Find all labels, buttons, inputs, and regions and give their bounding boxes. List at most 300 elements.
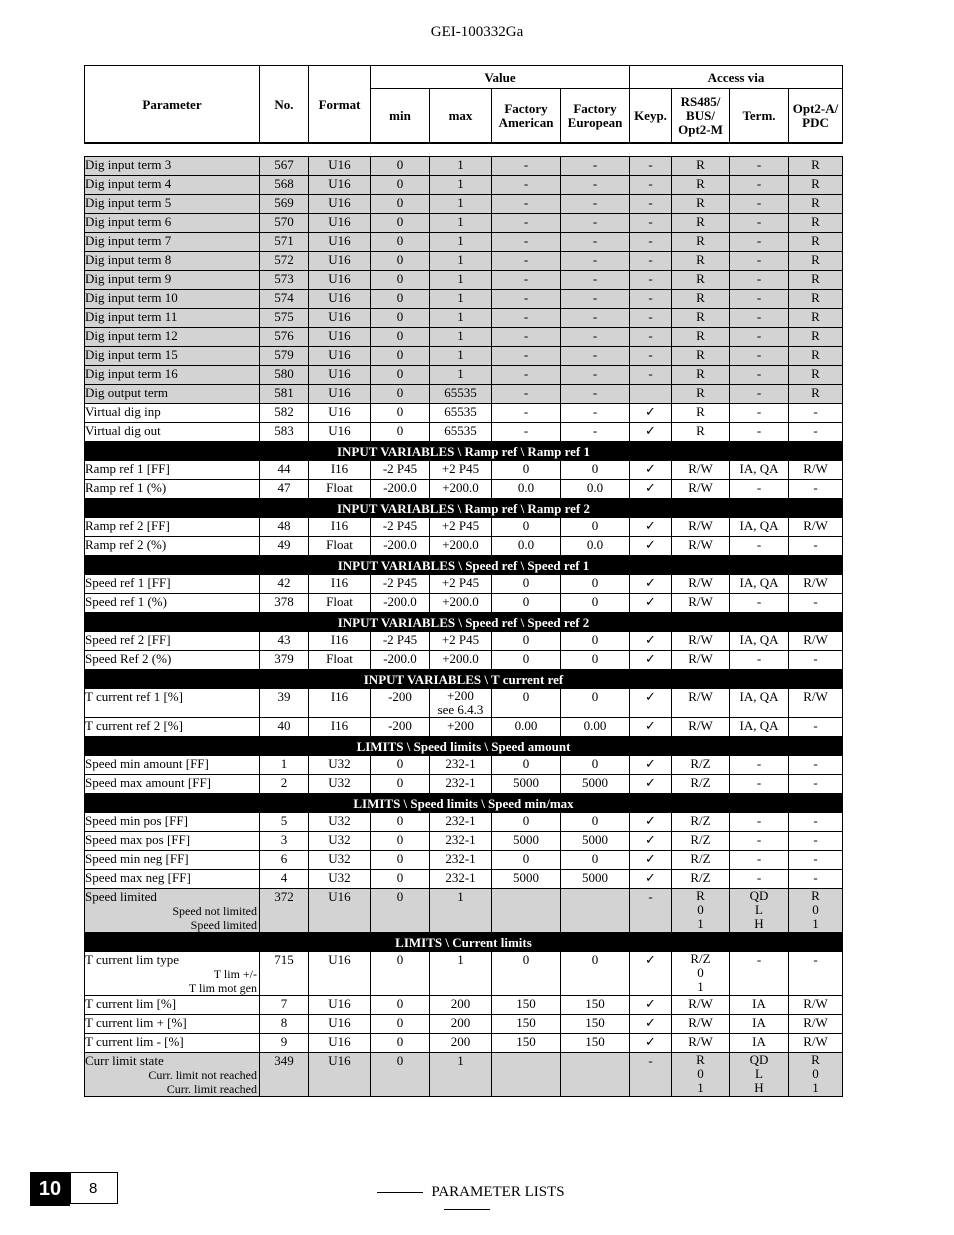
- param-no: 4: [260, 870, 309, 889]
- table-row: [85, 214, 843, 233]
- param-name: [85, 176, 260, 195]
- min: -200.0: [371, 537, 430, 556]
- max: 232-1: [430, 813, 492, 832]
- table-row: [85, 328, 843, 347]
- param-name-text: Ramp ref 1 [FF]: [85, 461, 170, 476]
- param-name: [85, 1015, 260, 1034]
- header-access-via: Access via: [630, 66, 843, 89]
- format: U16: [309, 1053, 371, 1097]
- opt2a-access: R: [789, 195, 843, 214]
- param-name-text: Curr limit state: [85, 1053, 164, 1068]
- param-value-label: T lim +/-: [213, 967, 257, 981]
- factory-american: -: [492, 290, 561, 309]
- param-name: [85, 851, 260, 870]
- rs485-access-line: R: [696, 888, 705, 903]
- opt2a-access: -: [789, 851, 843, 870]
- format: I16: [309, 575, 371, 594]
- factory-european: -: [561, 157, 630, 176]
- factory-american: -: [492, 366, 561, 385]
- max: +200: [430, 718, 492, 737]
- factory-american: -: [492, 385, 561, 404]
- opt2a-access: -: [789, 594, 843, 613]
- max: +200.0: [430, 537, 492, 556]
- table-row: [85, 461, 843, 480]
- format: U16: [309, 952, 371, 996]
- opt2a-access: R: [789, 214, 843, 233]
- param-name-text: Dig input term 12: [85, 328, 178, 343]
- rs485-access: R: [672, 366, 730, 385]
- terminal-access: -: [730, 594, 789, 613]
- param-no: 1: [260, 756, 309, 775]
- section-header: [85, 794, 843, 813]
- keypad-access: ✓: [630, 952, 672, 996]
- opt2a-access: R/W: [789, 996, 843, 1015]
- param-name-text: Speed limited: [85, 889, 157, 904]
- factory-american: 0: [492, 575, 561, 594]
- section-header: [85, 556, 843, 575]
- rs485-access: R/W: [672, 537, 730, 556]
- param-no: 42: [260, 575, 309, 594]
- param-no: 568: [260, 176, 309, 195]
- factory-european: 0.00: [561, 718, 630, 737]
- max: +200.0: [430, 594, 492, 613]
- header-rs485: RS485/ BUS/ Opt2-M: [672, 89, 730, 144]
- param-no: 349: [260, 1053, 309, 1097]
- param-name: [85, 518, 260, 537]
- param-name: [85, 328, 260, 347]
- section-header: [85, 737, 843, 756]
- rs485-access: R: [672, 233, 730, 252]
- opt2a-access: R: [789, 328, 843, 347]
- param-value-label: Curr. limit not reached: [148, 1068, 257, 1082]
- param-name-text: Dig input term 4: [85, 176, 172, 191]
- page-number: 8: [70, 1172, 118, 1204]
- max: 200: [430, 1034, 492, 1053]
- section-title: INPUT VARIABLES \ T current ref: [85, 670, 843, 689]
- param-no: 580: [260, 366, 309, 385]
- factory-european: 150: [561, 1015, 630, 1034]
- header-value: Value: [371, 66, 630, 89]
- param-no: 379: [260, 651, 309, 670]
- terminal-access: [730, 889, 789, 933]
- param-no: 567: [260, 157, 309, 176]
- param-name: [85, 870, 260, 889]
- param-no: 575: [260, 309, 309, 328]
- max: +2 P45: [430, 632, 492, 651]
- keypad-access: ✓: [630, 423, 672, 442]
- section-title: INPUT VARIABLES \ Speed ref \ Speed ref 2: [85, 613, 843, 632]
- rs485-access-line: 0: [697, 1066, 704, 1081]
- factory-european: -: [561, 423, 630, 442]
- keypad-access: ✓: [630, 996, 672, 1015]
- param-name: [85, 775, 260, 794]
- opt2a-access: -: [789, 404, 843, 423]
- factory-european: [561, 889, 630, 933]
- max: 1: [430, 195, 492, 214]
- rs485-access: R: [672, 271, 730, 290]
- keypad-access: ✓: [630, 651, 672, 670]
- table-row: [85, 537, 843, 556]
- keypad-access: ✓: [630, 632, 672, 651]
- factory-european: -: [561, 195, 630, 214]
- min: 0: [371, 252, 430, 271]
- factory-european: 0: [561, 632, 630, 651]
- opt2a-access: R/W: [789, 632, 843, 651]
- param-name: [85, 480, 260, 499]
- factory-american: 0: [492, 689, 561, 718]
- header-max: max: [430, 89, 492, 144]
- param-value-label: T lim mot gen: [188, 981, 257, 995]
- format: U16: [309, 328, 371, 347]
- opt2a-access: R: [789, 366, 843, 385]
- keypad-access: -: [630, 889, 672, 933]
- chapter-number: 10: [30, 1172, 70, 1206]
- param-name: [85, 575, 260, 594]
- opt2a-access: -: [789, 775, 843, 794]
- param-name-text: T current ref 1 [%]: [85, 689, 183, 704]
- param-no: 49: [260, 537, 309, 556]
- format: U32: [309, 832, 371, 851]
- format: Float: [309, 537, 371, 556]
- param-name: [85, 385, 260, 404]
- section-title: LIMITS \ Speed limits \ Speed min/max: [85, 794, 843, 813]
- param-no: 573: [260, 271, 309, 290]
- opt2a-access-line: 0: [812, 902, 819, 917]
- param-name: [85, 537, 260, 556]
- param-name: [85, 290, 260, 309]
- format: U32: [309, 775, 371, 794]
- factory-american: 0.0: [492, 480, 561, 499]
- terminal-access-line: H: [754, 1080, 764, 1095]
- section-title: LIMITS \ Current limits: [85, 933, 843, 952]
- param-name-text: T current lim - [%]: [85, 1034, 184, 1049]
- param-name: [85, 996, 260, 1015]
- rs485-access: [672, 1053, 730, 1097]
- max: 1: [430, 952, 492, 996]
- max: [430, 689, 492, 718]
- format: U16: [309, 385, 371, 404]
- format: I16: [309, 718, 371, 737]
- rs485-access: R/W: [672, 689, 730, 718]
- param-no: 571: [260, 233, 309, 252]
- param-name: [85, 347, 260, 366]
- terminal-access: -: [730, 195, 789, 214]
- table-row: [85, 480, 843, 499]
- factory-american: [492, 1053, 561, 1097]
- factory-american: 0: [492, 651, 561, 670]
- keypad-access: ✓: [630, 1015, 672, 1034]
- param-name-text: Speed min neg [FF]: [85, 851, 189, 866]
- max: +2 P45: [430, 518, 492, 537]
- factory-american: -: [492, 252, 561, 271]
- rs485-access: R/Z: [672, 832, 730, 851]
- rs485-access: R/W: [672, 575, 730, 594]
- factory-american: 150: [492, 996, 561, 1015]
- max: +200.0: [430, 480, 492, 499]
- terminal-access-line: QD: [749, 888, 769, 903]
- max: 200: [430, 1015, 492, 1034]
- max: +2 P45: [430, 575, 492, 594]
- param-no: 6: [260, 851, 309, 870]
- opt2a-access: -: [789, 756, 843, 775]
- min: 0: [371, 271, 430, 290]
- param-no: 47: [260, 480, 309, 499]
- param-name: [85, 832, 260, 851]
- rs485-access: R: [672, 157, 730, 176]
- min: 0: [371, 233, 430, 252]
- format: U16: [309, 1015, 371, 1034]
- param-name: [85, 404, 260, 423]
- factory-european: -: [561, 290, 630, 309]
- factory-american: 0: [492, 594, 561, 613]
- opt2a-access: R: [789, 252, 843, 271]
- factory-european: -: [561, 385, 630, 404]
- factory-european: 150: [561, 996, 630, 1015]
- format: Float: [309, 594, 371, 613]
- min: -200: [371, 689, 430, 718]
- section-title: INPUT VARIABLES \ Ramp ref \ Ramp ref 1: [85, 442, 843, 461]
- param-name: [85, 889, 260, 933]
- factory-american: 0: [492, 518, 561, 537]
- format: I16: [309, 518, 371, 537]
- format: U16: [309, 233, 371, 252]
- format: U32: [309, 851, 371, 870]
- param-name: [85, 594, 260, 613]
- param-name: [85, 423, 260, 442]
- keypad-access: ✓: [630, 575, 672, 594]
- opt2a-access: -: [789, 537, 843, 556]
- terminal-access: IA, QA: [730, 518, 789, 537]
- table-row: [85, 813, 843, 832]
- section-header: [85, 442, 843, 461]
- keypad-access: -: [630, 157, 672, 176]
- min: -2 P45: [371, 461, 430, 480]
- terminal-access: -: [730, 480, 789, 499]
- param-name: [85, 952, 260, 996]
- table-row: [85, 347, 843, 366]
- terminal-access: -: [730, 952, 789, 996]
- factory-american: 0: [492, 632, 561, 651]
- header-factory-american: Factory American: [492, 89, 561, 144]
- format: U16: [309, 176, 371, 195]
- min: 0: [371, 756, 430, 775]
- factory-european: -: [561, 328, 630, 347]
- factory-european: -: [561, 309, 630, 328]
- terminal-access: -: [730, 851, 789, 870]
- keypad-access: ✓: [630, 718, 672, 737]
- table-row: [85, 385, 843, 404]
- max: 232-1: [430, 851, 492, 870]
- rs485-access-line: R/Z: [690, 951, 711, 966]
- table-row: [85, 996, 843, 1015]
- keypad-access: -: [630, 347, 672, 366]
- param-no: 579: [260, 347, 309, 366]
- opt2a-access-line: R: [811, 888, 820, 903]
- keypad-access: -: [630, 328, 672, 347]
- min: 0: [371, 366, 430, 385]
- param-name-text: Dig input term 9: [85, 271, 172, 286]
- max: 1: [430, 271, 492, 290]
- terminal-access: -: [730, 252, 789, 271]
- min: 0: [371, 870, 430, 889]
- param-no: 715: [260, 952, 309, 996]
- keypad-access: -: [630, 366, 672, 385]
- factory-american: 5000: [492, 832, 561, 851]
- opt2a-access: R: [789, 385, 843, 404]
- min: -2 P45: [371, 575, 430, 594]
- section-header: [85, 613, 843, 632]
- terminal-access-line: H: [754, 916, 764, 931]
- opt2a-access: R/W: [789, 518, 843, 537]
- rs485-access: R/W: [672, 651, 730, 670]
- factory-european: -: [561, 271, 630, 290]
- table-row: [85, 594, 843, 613]
- format: U16: [309, 214, 371, 233]
- table-row: [85, 689, 843, 718]
- terminal-access: -: [730, 870, 789, 889]
- keypad-access: [630, 385, 672, 404]
- param-no: 40: [260, 718, 309, 737]
- rs485-access: [672, 952, 730, 996]
- terminal-access: IA, QA: [730, 718, 789, 737]
- max: 1: [430, 347, 492, 366]
- rs485-access: R/W: [672, 518, 730, 537]
- factory-american: 0.0: [492, 537, 561, 556]
- format: U32: [309, 870, 371, 889]
- factory-american: -: [492, 157, 561, 176]
- header-opt2a: Opt2-A/ PDC: [789, 89, 843, 144]
- opt2a-access: R/W: [789, 1034, 843, 1053]
- terminal-access: -: [730, 404, 789, 423]
- min: 0: [371, 1034, 430, 1053]
- opt2a-access: R: [789, 347, 843, 366]
- opt2a-access: -: [789, 651, 843, 670]
- rs485-access: R/W: [672, 996, 730, 1015]
- param-value-label: Curr. limit reached: [166, 1082, 257, 1096]
- opt2a-access: R/W: [789, 1015, 843, 1034]
- parameter-table: [84, 65, 843, 1097]
- rs485-access: R/Z: [672, 851, 730, 870]
- param-name: [85, 252, 260, 271]
- section-title: INPUT VARIABLES \ Speed ref \ Speed ref 1: [85, 556, 843, 575]
- min: 0: [371, 775, 430, 794]
- param-no: 48: [260, 518, 309, 537]
- table-row: [85, 1015, 843, 1034]
- format: I16: [309, 632, 371, 651]
- rs485-access: R/W: [672, 461, 730, 480]
- format: Float: [309, 480, 371, 499]
- max: 232-1: [430, 832, 492, 851]
- opt2a-access: R/W: [789, 575, 843, 594]
- opt2a-access: -: [789, 832, 843, 851]
- factory-european: 0: [561, 689, 630, 718]
- factory-american: [492, 889, 561, 933]
- table-row: [85, 870, 843, 889]
- min: 0: [371, 851, 430, 870]
- format: U16: [309, 366, 371, 385]
- factory-european: 0: [561, 575, 630, 594]
- keypad-access: -: [630, 290, 672, 309]
- opt2a-access: [789, 889, 843, 933]
- format: U16: [309, 290, 371, 309]
- section-header: [85, 499, 843, 518]
- keypad-access: ✓: [630, 851, 672, 870]
- max-line: see 6.4.3: [437, 702, 484, 717]
- rs485-access: [672, 889, 730, 933]
- param-name: [85, 461, 260, 480]
- terminal-access-line: L: [755, 902, 763, 917]
- opt2a-access-line: 1: [812, 916, 819, 931]
- param-name-text: Speed max amount [FF]: [85, 775, 212, 790]
- table-row: [85, 575, 843, 594]
- param-no: 3: [260, 832, 309, 851]
- param-name: [85, 366, 260, 385]
- format: U16: [309, 252, 371, 271]
- param-name-text: T current lim type: [85, 952, 179, 967]
- rs485-access-line: 1: [697, 1080, 704, 1095]
- max: 1: [430, 1053, 492, 1097]
- min: 0: [371, 347, 430, 366]
- factory-american: 0: [492, 851, 561, 870]
- keypad-access: -: [630, 271, 672, 290]
- factory-european: -: [561, 252, 630, 271]
- factory-european: 150: [561, 1034, 630, 1053]
- factory-american: -: [492, 347, 561, 366]
- table-row: [85, 366, 843, 385]
- min: -200.0: [371, 651, 430, 670]
- keypad-access: ✓: [630, 518, 672, 537]
- table-row: [85, 952, 843, 996]
- factory-european: 0.0: [561, 537, 630, 556]
- max: 65535: [430, 385, 492, 404]
- max: +200.0: [430, 651, 492, 670]
- format: U16: [309, 309, 371, 328]
- keypad-access: ✓: [630, 813, 672, 832]
- header-factory-european: Factory European: [561, 89, 630, 144]
- opt2a-access-line: R: [811, 1052, 820, 1067]
- param-value-label: Speed limited: [190, 918, 257, 932]
- opt2a-access: -: [789, 480, 843, 499]
- min: 0: [371, 889, 430, 933]
- format: U16: [309, 889, 371, 933]
- terminal-access: IA, QA: [730, 689, 789, 718]
- table-row: [85, 756, 843, 775]
- param-name-text: Dig input term 7: [85, 233, 172, 248]
- table-row: [85, 233, 843, 252]
- factory-european: 5000: [561, 870, 630, 889]
- format: U32: [309, 813, 371, 832]
- rs485-access: R: [672, 423, 730, 442]
- rs485-access-line: 0: [697, 965, 704, 980]
- factory-american: -: [492, 233, 561, 252]
- factory-american: -: [492, 176, 561, 195]
- rs485-access: R/W: [672, 1015, 730, 1034]
- table-row: [85, 832, 843, 851]
- terminal-access: IA: [730, 1034, 789, 1053]
- param-name-text: Ramp ref 2 (%): [85, 537, 167, 552]
- factory-american: 0: [492, 461, 561, 480]
- rs485-access-line: R: [696, 1052, 705, 1067]
- document-id: GEI-100332Ga: [430, 24, 524, 40]
- factory-european: 0: [561, 813, 630, 832]
- param-name: [85, 718, 260, 737]
- keypad-access: ✓: [630, 461, 672, 480]
- format: U16: [309, 347, 371, 366]
- table-row: [85, 404, 843, 423]
- max: 65535: [430, 423, 492, 442]
- param-name-text: Virtual dig out: [85, 423, 161, 438]
- format: U16: [309, 1034, 371, 1053]
